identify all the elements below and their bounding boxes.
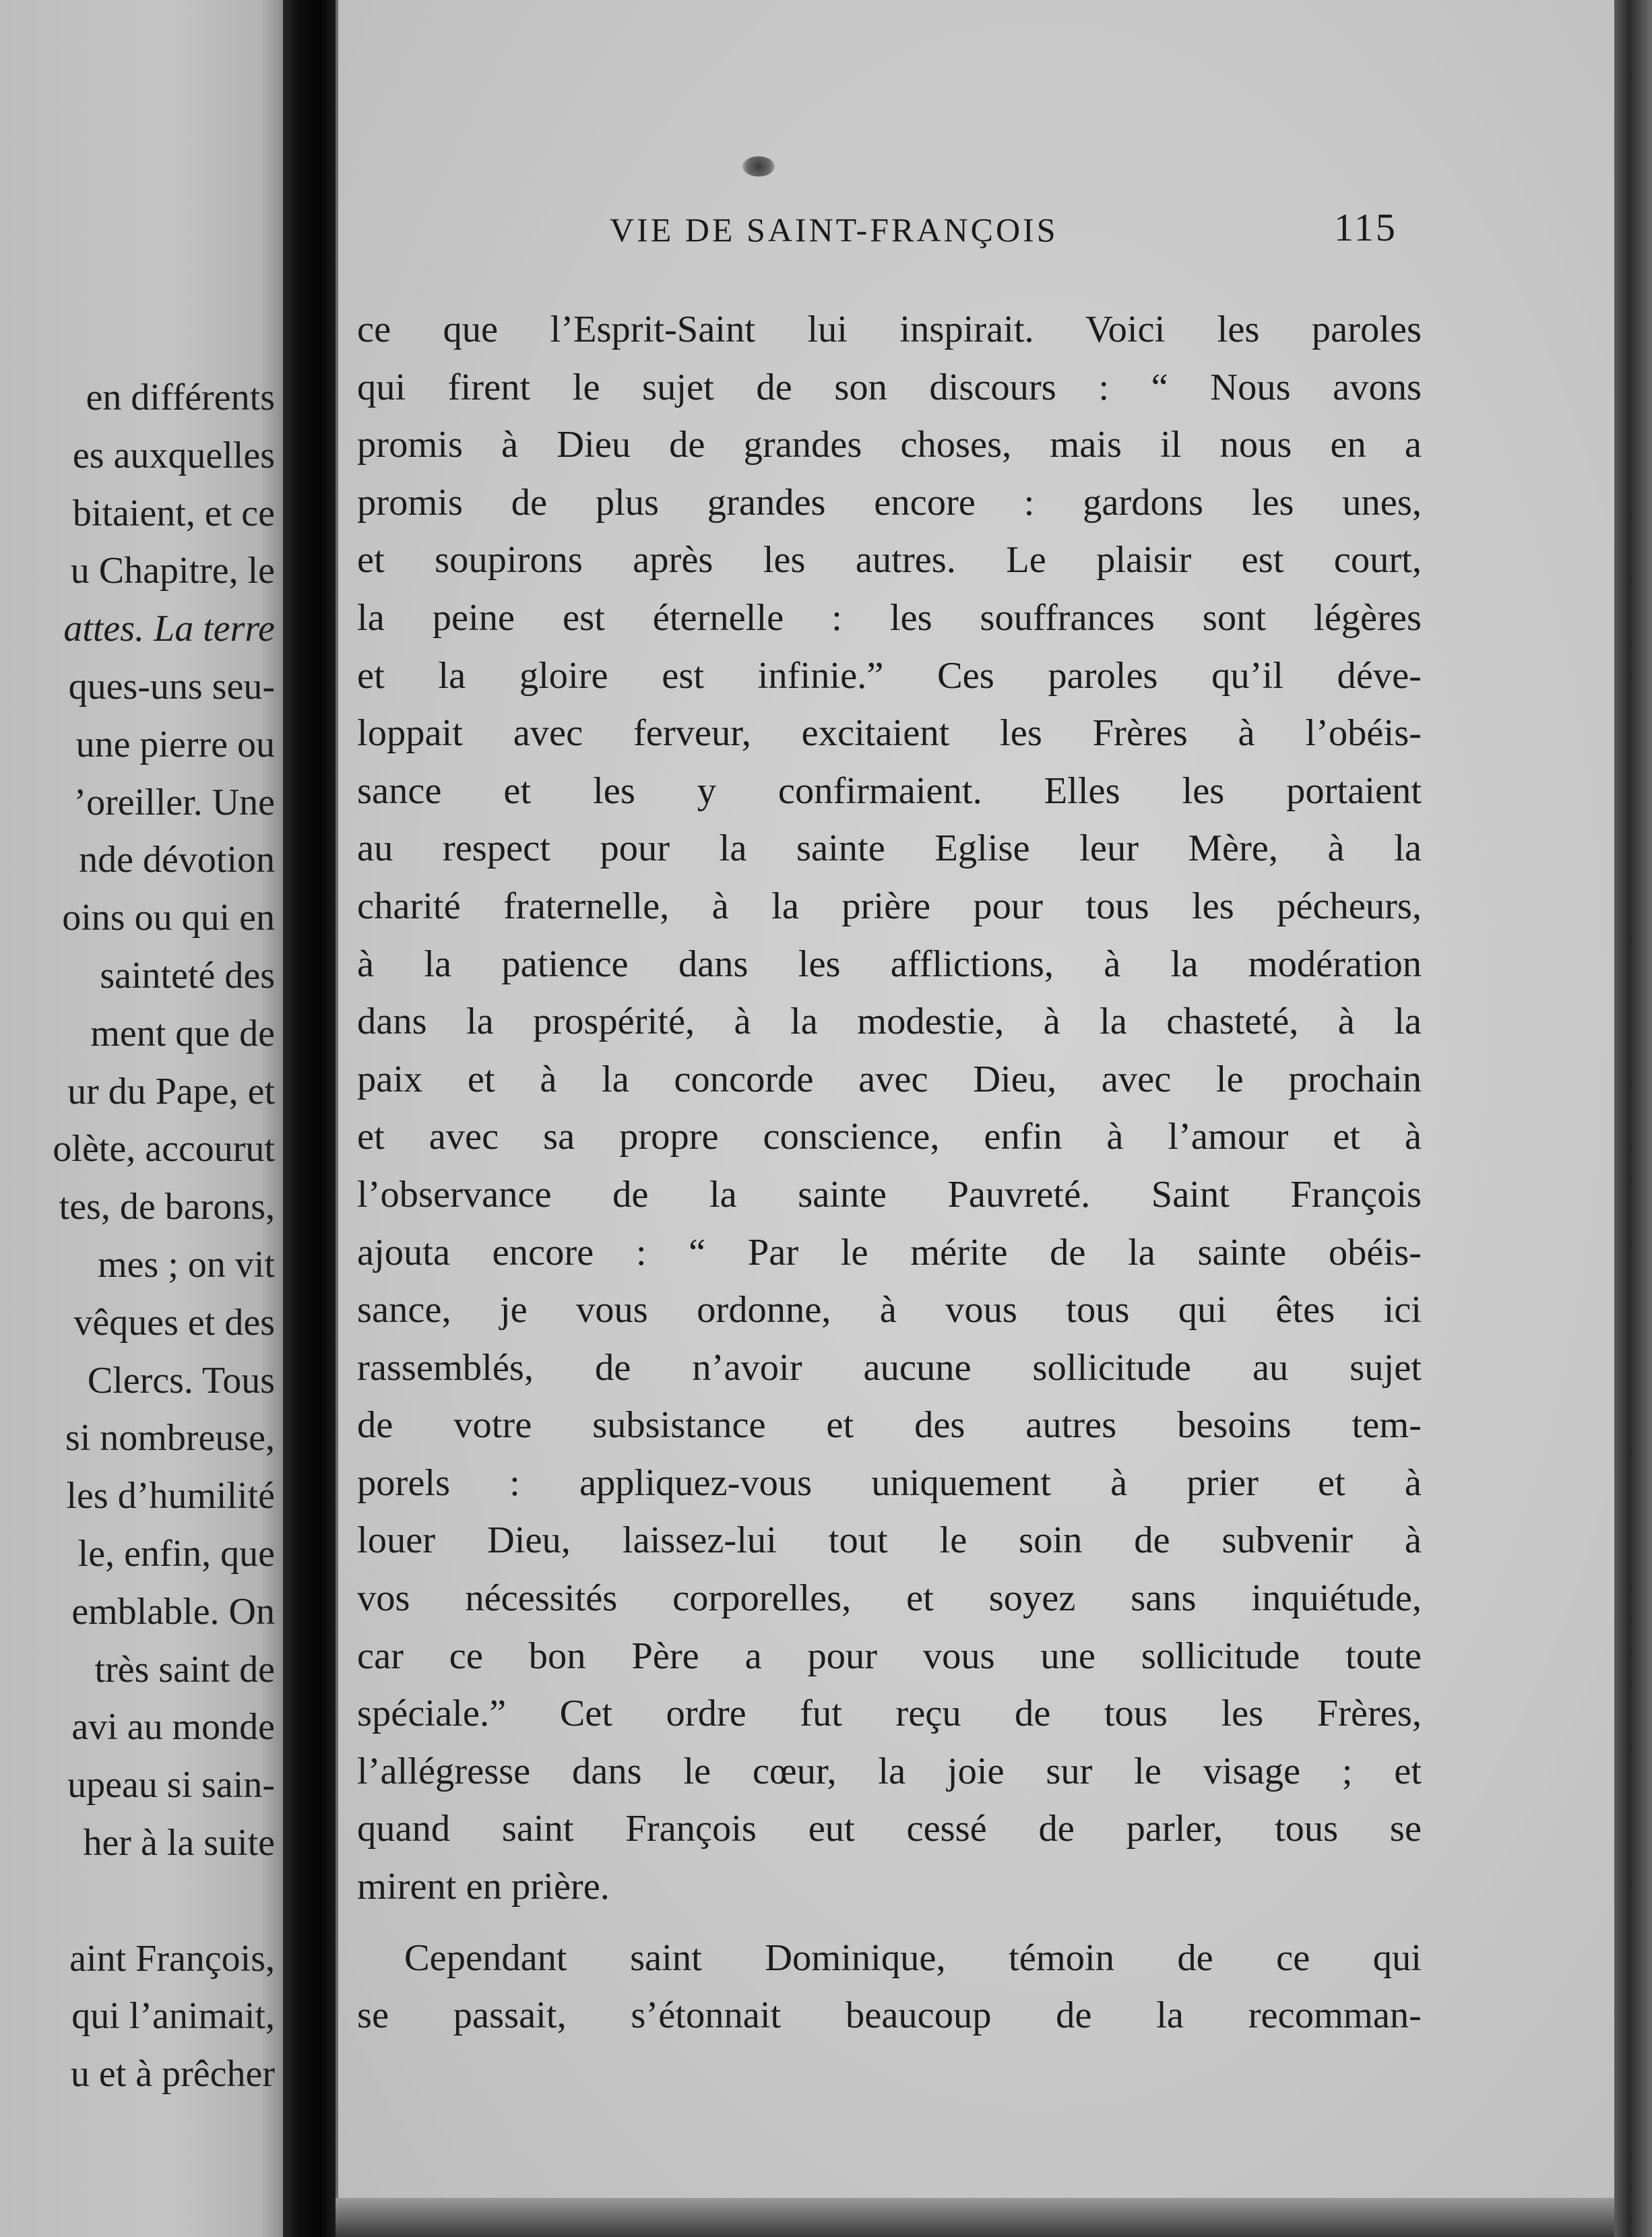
text-line: la peine est éternelle : les souffrances sont légères xyxy=(357,596,1422,639)
text-line: rassemblés, de n’avoir aucune sollicitude au sujet xyxy=(357,1346,1422,1389)
text-line: le, enfin, que xyxy=(77,1532,275,1575)
text-line: l’allégresse dans le cœur, la joie sur le visage ; et xyxy=(357,1750,1422,1792)
paragraph-break xyxy=(357,1916,1422,1930)
text-line: aint François, xyxy=(69,1937,275,1980)
text-line: Clercs. Tous xyxy=(87,1359,275,1401)
text-line: qui firent le sujet de son discours : “ Nous avons xyxy=(357,366,1422,408)
text-line: mirent en prière. xyxy=(357,1866,610,1908)
text-line: ment que de xyxy=(90,1012,275,1054)
page-number: 115 xyxy=(1334,206,1397,249)
text-line: oins ou qui en xyxy=(62,897,275,939)
text-line: ur du Pape, et xyxy=(67,1070,275,1112)
text-line: si nombreuse, xyxy=(65,1417,275,1459)
text-line: ques-uns seu- xyxy=(68,665,275,707)
text-line: her à la suite xyxy=(83,1821,275,1864)
text-line: au respect pour la sainte Eglise leur Mère, à la xyxy=(357,827,1422,870)
text-line: sainteté des xyxy=(100,954,275,997)
text-line: les d’humilité xyxy=(66,1475,275,1517)
text-line: spéciale.” Cet ordre fut reçu de tous les Frères, xyxy=(357,1693,1422,1735)
text-line: et avec sa propre conscience, enfin à l’amour et à xyxy=(357,1116,1422,1158)
text-line: u et à prêcher xyxy=(70,2053,275,2096)
text-line: ce que l’Esprit-Saint lui inspirait. Voici les paroles xyxy=(357,309,1422,350)
text-line: promis de plus grandes encore : gardons les unes, xyxy=(357,481,1422,524)
page-bottom-edge xyxy=(336,2198,1614,2237)
text-line: en différents xyxy=(86,377,275,418)
text-line: attes. La terre xyxy=(63,608,275,650)
body-text xyxy=(357,301,1422,2045)
text-line: louer Dieu, laissez-lui tout le soin de subvenir à xyxy=(357,1519,1422,1562)
text-line: à la patience dans les afflictions, à la modération xyxy=(357,943,1422,985)
text-line: bitaient, et ce xyxy=(72,492,275,534)
text-line: de votre subsistance et des autres besoins tem- xyxy=(357,1404,1422,1447)
text-line: sance et les y confirmaient. Elles les portaient xyxy=(357,769,1422,812)
text-line: très saint de xyxy=(94,1648,275,1691)
text-line: sance, je vous ordonne, à vous tous qui êtes ici xyxy=(357,1289,1422,1331)
text-line: charité fraternelle, à la prière pour tous les pécheurs, xyxy=(357,885,1422,927)
text-line: emblable. On xyxy=(71,1590,275,1633)
text-line: mes ; on vit xyxy=(98,1243,275,1286)
text-line: qui l’animait, xyxy=(71,1995,275,2038)
text-line: u Chapitre, le xyxy=(70,550,275,592)
text-line: l’observance de la sainte Pauvreté. Saint François xyxy=(357,1173,1422,1216)
text-line: quand saint François eut cessé de parler, tous se xyxy=(357,1808,1422,1850)
text-line: Cependant saint Dominique, témoin de ce qui xyxy=(404,1936,1422,1979)
text-line: ajouta encore : “ Par le mérite de la sainte obéis- xyxy=(357,1231,1422,1273)
text-line: se passait, s’étonnait beaucoup de la recomman- xyxy=(357,1994,1422,2037)
text-line: olète, accourut xyxy=(53,1128,275,1170)
previous-page-edge xyxy=(0,0,283,2237)
text-line: loppait avec ferveur, excitaient les Frères à l’obéis- xyxy=(357,712,1422,755)
book-gutter xyxy=(283,0,336,2237)
text-line: dans la prospérité, à la modestie, à la chasteté, à la xyxy=(357,1001,1422,1043)
text-line: et soupirons après les autres. Le plaisir est court, xyxy=(357,539,1422,581)
text-line: avi au monde xyxy=(71,1706,275,1748)
text-line: car ce bon Père a pour vous une sollicitude toute xyxy=(357,1635,1422,1677)
text-line: ’oreiller. Une xyxy=(73,781,275,823)
text-line: vos nécessités corporelles, et soyez sans inquiétude, xyxy=(357,1577,1422,1620)
running-head: VIE DE SAINT-FRANÇOIS xyxy=(610,211,1058,249)
text-line: nde dévotion xyxy=(79,839,275,881)
text-line: vêques et des xyxy=(73,1301,275,1344)
text-line: porels : appliquez-vous uniquement à prier et à xyxy=(357,1461,1422,1504)
text-line xyxy=(0,1872,275,1930)
text-line: upeau si sain- xyxy=(67,1764,275,1806)
text-line: promis à Dieu de grandes choses, mais il nous en a xyxy=(357,424,1422,466)
ink-smudge xyxy=(742,156,775,177)
text-line: et la gloire est infinie.” Ces paroles qu’il déve- xyxy=(357,654,1422,697)
text-line: paix et à la concorde avec Dieu, avec le prochain xyxy=(357,1058,1422,1100)
text-line: tes, de barons, xyxy=(59,1186,275,1228)
text-line: une pierre ou xyxy=(75,723,275,765)
page-edge xyxy=(1614,0,1652,2237)
text-line: es auxquelles xyxy=(72,434,275,476)
previous-page-text xyxy=(0,369,275,2104)
